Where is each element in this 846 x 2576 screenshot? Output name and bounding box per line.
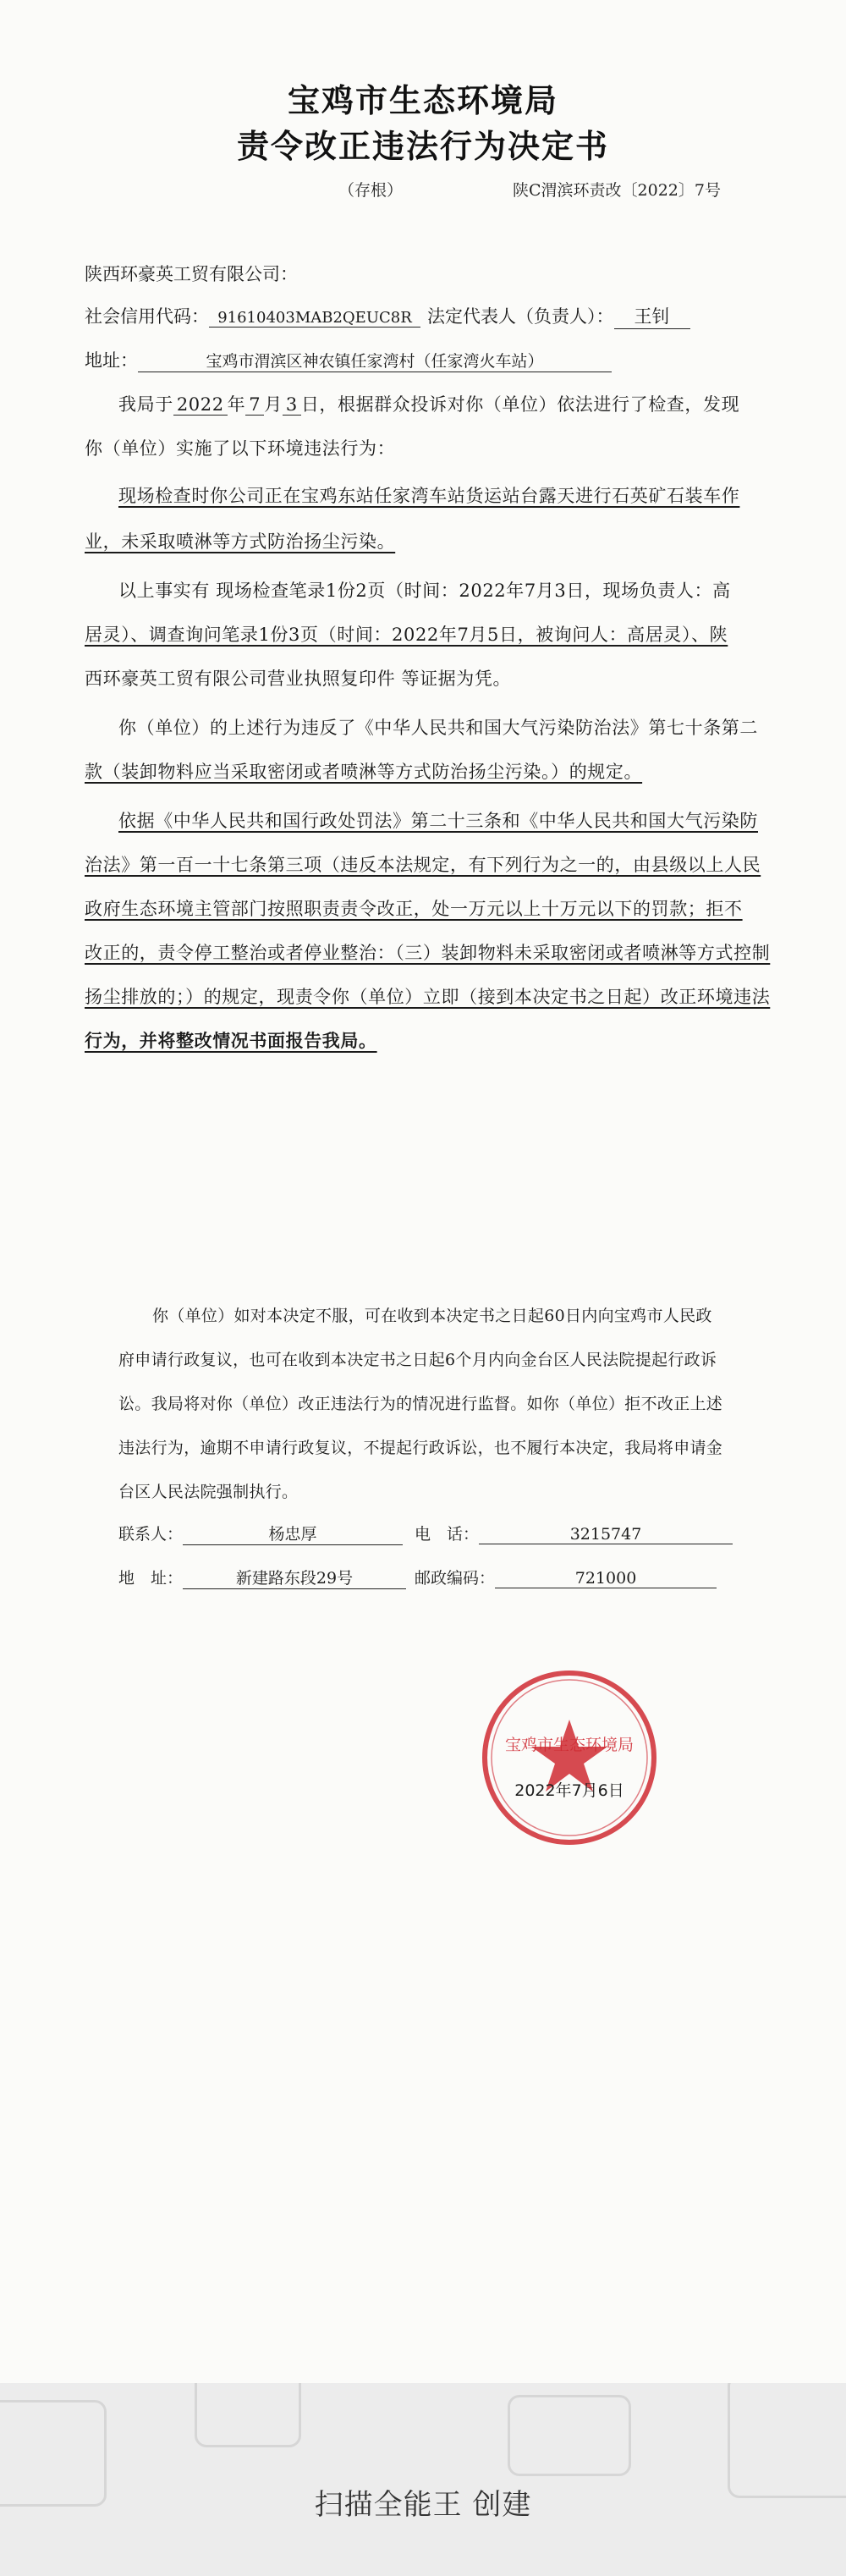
inspection-year: 2022 — [173, 394, 228, 416]
decor-shape — [508, 2395, 631, 2476]
basis-line-4: 改正的，责令停工整治或者停业整治：（三）装卸物料未采取密闭或者喷淋等方式控制 — [85, 943, 771, 963]
basis-line-3: 政府生态环境主管部门按照职责责令改正，处一万元以上十万元以下的罚款；拒不 — [85, 899, 743, 919]
contact-address: 新建路东段29号 — [183, 1566, 406, 1589]
evidence-line-1: 以上事实有 现场检查笔录1份2页（时间：2022年7月3日，现场负责人：高 — [118, 581, 731, 601]
law-line-1: 你（单位）的上述行为违反了《中华人民共和国大气污染防治法》第七十条第二 — [118, 718, 758, 738]
appeal-line-1: 你（单位）如对本决定不服，可在收到本决定书之日起60日内向宝鸡市人民政 — [152, 1307, 712, 1325]
evidence-line-2: 居灵）、调查询问笔录1份3页（时间：2022年7月5日，被询问人：高居灵）、陕 — [85, 625, 728, 645]
law-line-2: 款（装卸物料应当采取密闭或者喷淋等方式防治扬尘污染。）的规定。 — [85, 762, 643, 782]
contact-address-row — [118, 1566, 406, 1589]
basis-line-5: 扬尘排放的；）的规定，现责令你（单位）立即（接到本决定书之日起）改正环境违法 — [85, 987, 771, 1007]
doc-title: 责令改正违法行为决定书 — [236, 128, 609, 165]
appeal-line-4: 违法行为，逾期不申请行政复议，不提起行政诉讼，也不履行本决定，我局将申请金 — [118, 1439, 723, 1457]
basis-line-6: 行为，并将整改情况书面报告我局。 — [85, 1030, 377, 1051]
evidence-line-3: 西环豪英工贸有限公司营业执照复印件 等证据为凭。 — [85, 669, 512, 689]
contact-person-label: 联系人： — [118, 1525, 184, 1544]
rep-label: 法定代表人（负责人）： — [427, 306, 614, 327]
decor-shape — [195, 2383, 301, 2447]
contact-postcode-label: 邮政编码： — [415, 1569, 496, 1588]
contact-person-row — [118, 1522, 403, 1545]
violation-line-2: 业，未采取喷淋等方式防治扬尘污染。 — [85, 531, 396, 552]
inspection-intro-b: 日，根据群众投诉对你（单位）依法进行了检查，发现 — [300, 394, 740, 415]
stub-label: （存根） — [338, 181, 404, 200]
contact-phone: 3215747 — [479, 1525, 733, 1544]
address-row — [85, 347, 612, 372]
credit-code-row — [85, 303, 690, 329]
address-value: 宝鸡市渭滨区神农镇任家湾村（任家湾火车站） — [138, 349, 612, 372]
credit-code-label: 社会信用代码： — [85, 306, 209, 327]
seal-date-text: 2022年7月6日 — [514, 1781, 624, 1800]
doc-number: 陕C渭滨环责改〔2022〕7号 — [513, 181, 721, 200]
inspection-line-2: 你（单位）实施了以下环境违法行为： — [85, 438, 396, 459]
contact-phone-label: 电 话： — [415, 1525, 480, 1544]
inspection-day: 3 — [283, 394, 301, 416]
year-unit: 年 — [227, 394, 246, 415]
contact-person: 杨忠厚 — [183, 1522, 403, 1545]
seal-org-text: 宝鸡市生态环境局 — [504, 1736, 634, 1754]
contact-address-label: 地 址： — [118, 1569, 184, 1588]
basis-line-2: 治法》第一百一十七条第三项（违反本法规定，有下列行为之一的，由县级以上人民 — [85, 855, 761, 875]
inspection-intro: 我局于 — [118, 394, 173, 415]
violation-line-1: 现场检查时你公司正在宝鸡东站任家湾车站货运站台露天进行石英矿石装车作 — [118, 486, 740, 506]
inspection-line-1 — [118, 391, 761, 416]
scanner-app-label: 扫描全能王 创建 — [314, 2488, 532, 2522]
appeal-line-2: 府申请行政复议，也可在收到本决定书之日起6个月内向金台区人民法院提起行政诉 — [118, 1351, 717, 1369]
address-label: 地址： — [85, 350, 138, 371]
credit-code-value: 91610403MAB2QEUC8R — [209, 309, 420, 328]
contact-postcode: 721000 — [495, 1569, 717, 1588]
contact-postcode-row — [415, 1566, 717, 1588]
company-name: 陕西环豪英工贸有限公司： — [85, 264, 298, 284]
scanner-footer — [0, 2383, 846, 2576]
org-title: 宝鸡市生态环境局 — [287, 82, 558, 119]
inspection-month: 7 — [245, 394, 264, 416]
official-seal — [481, 1669, 658, 1847]
month-unit: 月 — [264, 394, 283, 415]
appeal-line-3: 讼。我局将对你（单位）改正违法行为的情况进行监督。如你（单位）拒不改正上述 — [118, 1395, 723, 1413]
contact-phone-row — [415, 1522, 733, 1544]
rep-name: 王钊 — [614, 303, 690, 329]
basis-line-1: 依据《中华人民共和国行政处罚法》第二十三条和《中华人民共和国大气污染防 — [118, 811, 758, 831]
appeal-line-5: 台区人民法院强制执行。 — [118, 1483, 299, 1501]
